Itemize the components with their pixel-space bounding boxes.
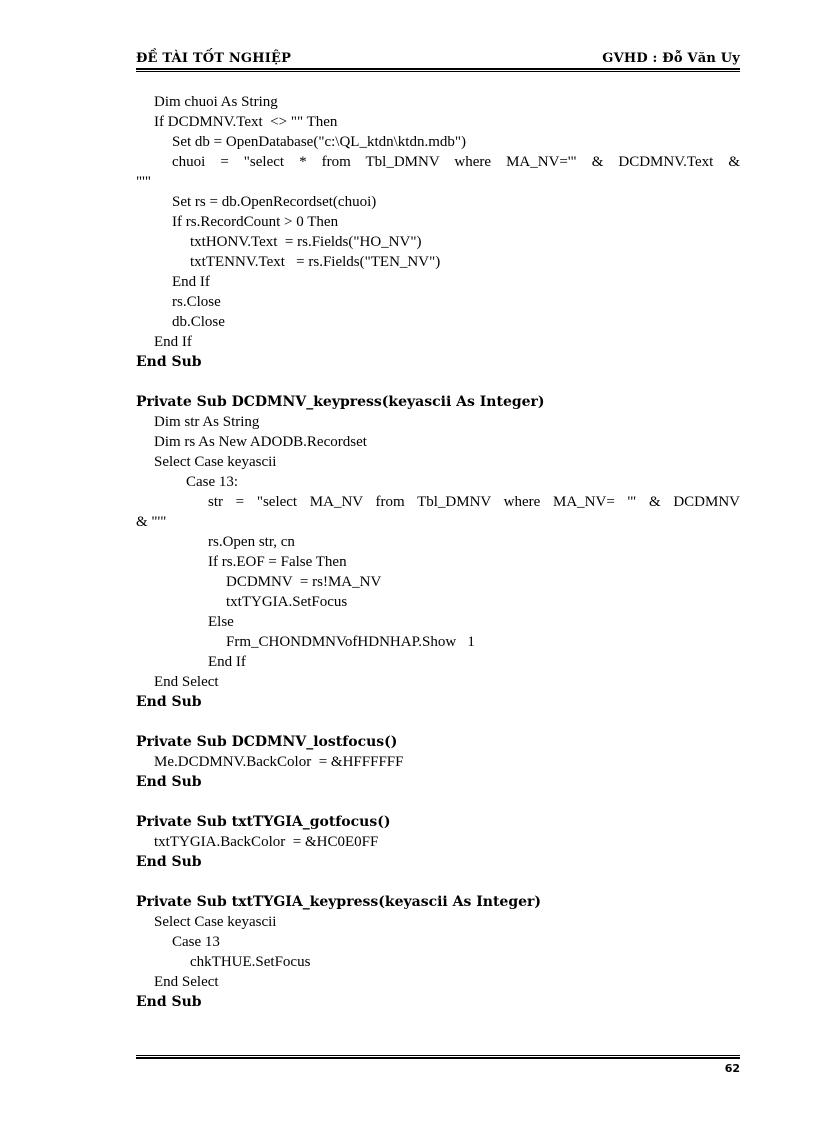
page-header [136,48,740,68]
footer-rule-thin [136,1055,740,1056]
code-line: Dim rs As New ADODB.Recordset [154,434,367,450]
code-line: Dim chuoi As String [154,94,278,110]
advisor-label: GVHD : Đỗ Văn Uy [602,51,740,66]
code-line: If rs.RecordCount > 0 Then [172,214,339,230]
code-line: DCDMNV = rs!MA_NV [226,574,382,590]
header-rule-thick [136,68,740,70]
code-line: rs.Open str, cn [208,534,295,550]
blank-line [136,712,740,732]
code-line: End Sub [136,354,202,370]
code-line: txtTYGIA.SetFocus [226,594,348,610]
code-line: "'" [136,174,151,190]
code-line: txtHONV.Text = rs.Fields("HO_NV") [190,234,422,250]
code-listing [136,92,740,1012]
code-line: Me.DCDMNV.BackColor = &HFFFFFF [154,754,404,770]
code-line: rs.Close [172,294,221,310]
code-line: Private Sub txtTYGIA_keypress(keyascii As Integer) [136,894,542,910]
code-line: & "'" [136,514,167,530]
code-line: str = "select MA_NV from Tbl_DMNV where MA_NV= '" & DCDMNV [208,494,740,510]
code-line: End Sub [136,854,202,870]
code-line: End Select [154,974,219,990]
code-line: db.Close [172,314,225,330]
code-line: Set db = OpenDatabase("c:\QL_ktdn\ktdn.mdb") [172,134,466,150]
code-line: Private Sub DCDMNV_lostfocus() [136,734,398,750]
thesis-title: ĐỀ TÀI TỐT NGHIỆP [136,51,292,66]
code-line: End Select [154,674,219,690]
code-line: Private Sub txtTYGIA_gotfocus() [136,814,391,830]
code-line: Dim str As String [154,414,260,430]
code-line: txtTENNV.Text = rs.Fields("TEN_NV") [190,254,441,270]
code-line: End Sub [136,774,202,790]
code-line: If rs.EOF = False Then [208,554,347,570]
code-line: If DCDMNV.Text <> "" Then [154,114,338,130]
code-line: Select Case keyascii [154,914,277,930]
code-line: txtTYGIA.BackColor = &HC0E0FF [154,834,379,850]
code-line: Set rs = db.OpenRecordset(chuoi) [172,194,377,210]
code-line: chuoi = "select * from Tbl_DMNV where MA_NV='" & DCDMNV.Text & [172,154,740,170]
code-line: Case 13 [172,934,220,950]
footer-rule-thick [136,1057,740,1059]
code-line: Select Case keyascii [154,454,277,470]
blank-line [136,372,740,392]
code-line: End If [154,334,192,350]
header-rule-thin [136,71,740,72]
code-line: Frm_CHONDMNVofHDNHAP.Show 1 [226,634,475,650]
code-line: End Sub [136,694,202,710]
blank-line [136,872,740,892]
code-line: End If [172,274,210,290]
code-line: Private Sub DCDMNV_keypress(keyascii As Integer) [136,394,545,410]
page-number: 62 [724,1062,740,1075]
code-line: chkTHUE.SetFocus [190,954,311,970]
code-line: End Sub [136,994,202,1010]
code-line: Else [208,614,234,630]
code-line: End If [208,654,246,670]
code-line: Case 13: [186,474,239,490]
blank-line [136,792,740,812]
